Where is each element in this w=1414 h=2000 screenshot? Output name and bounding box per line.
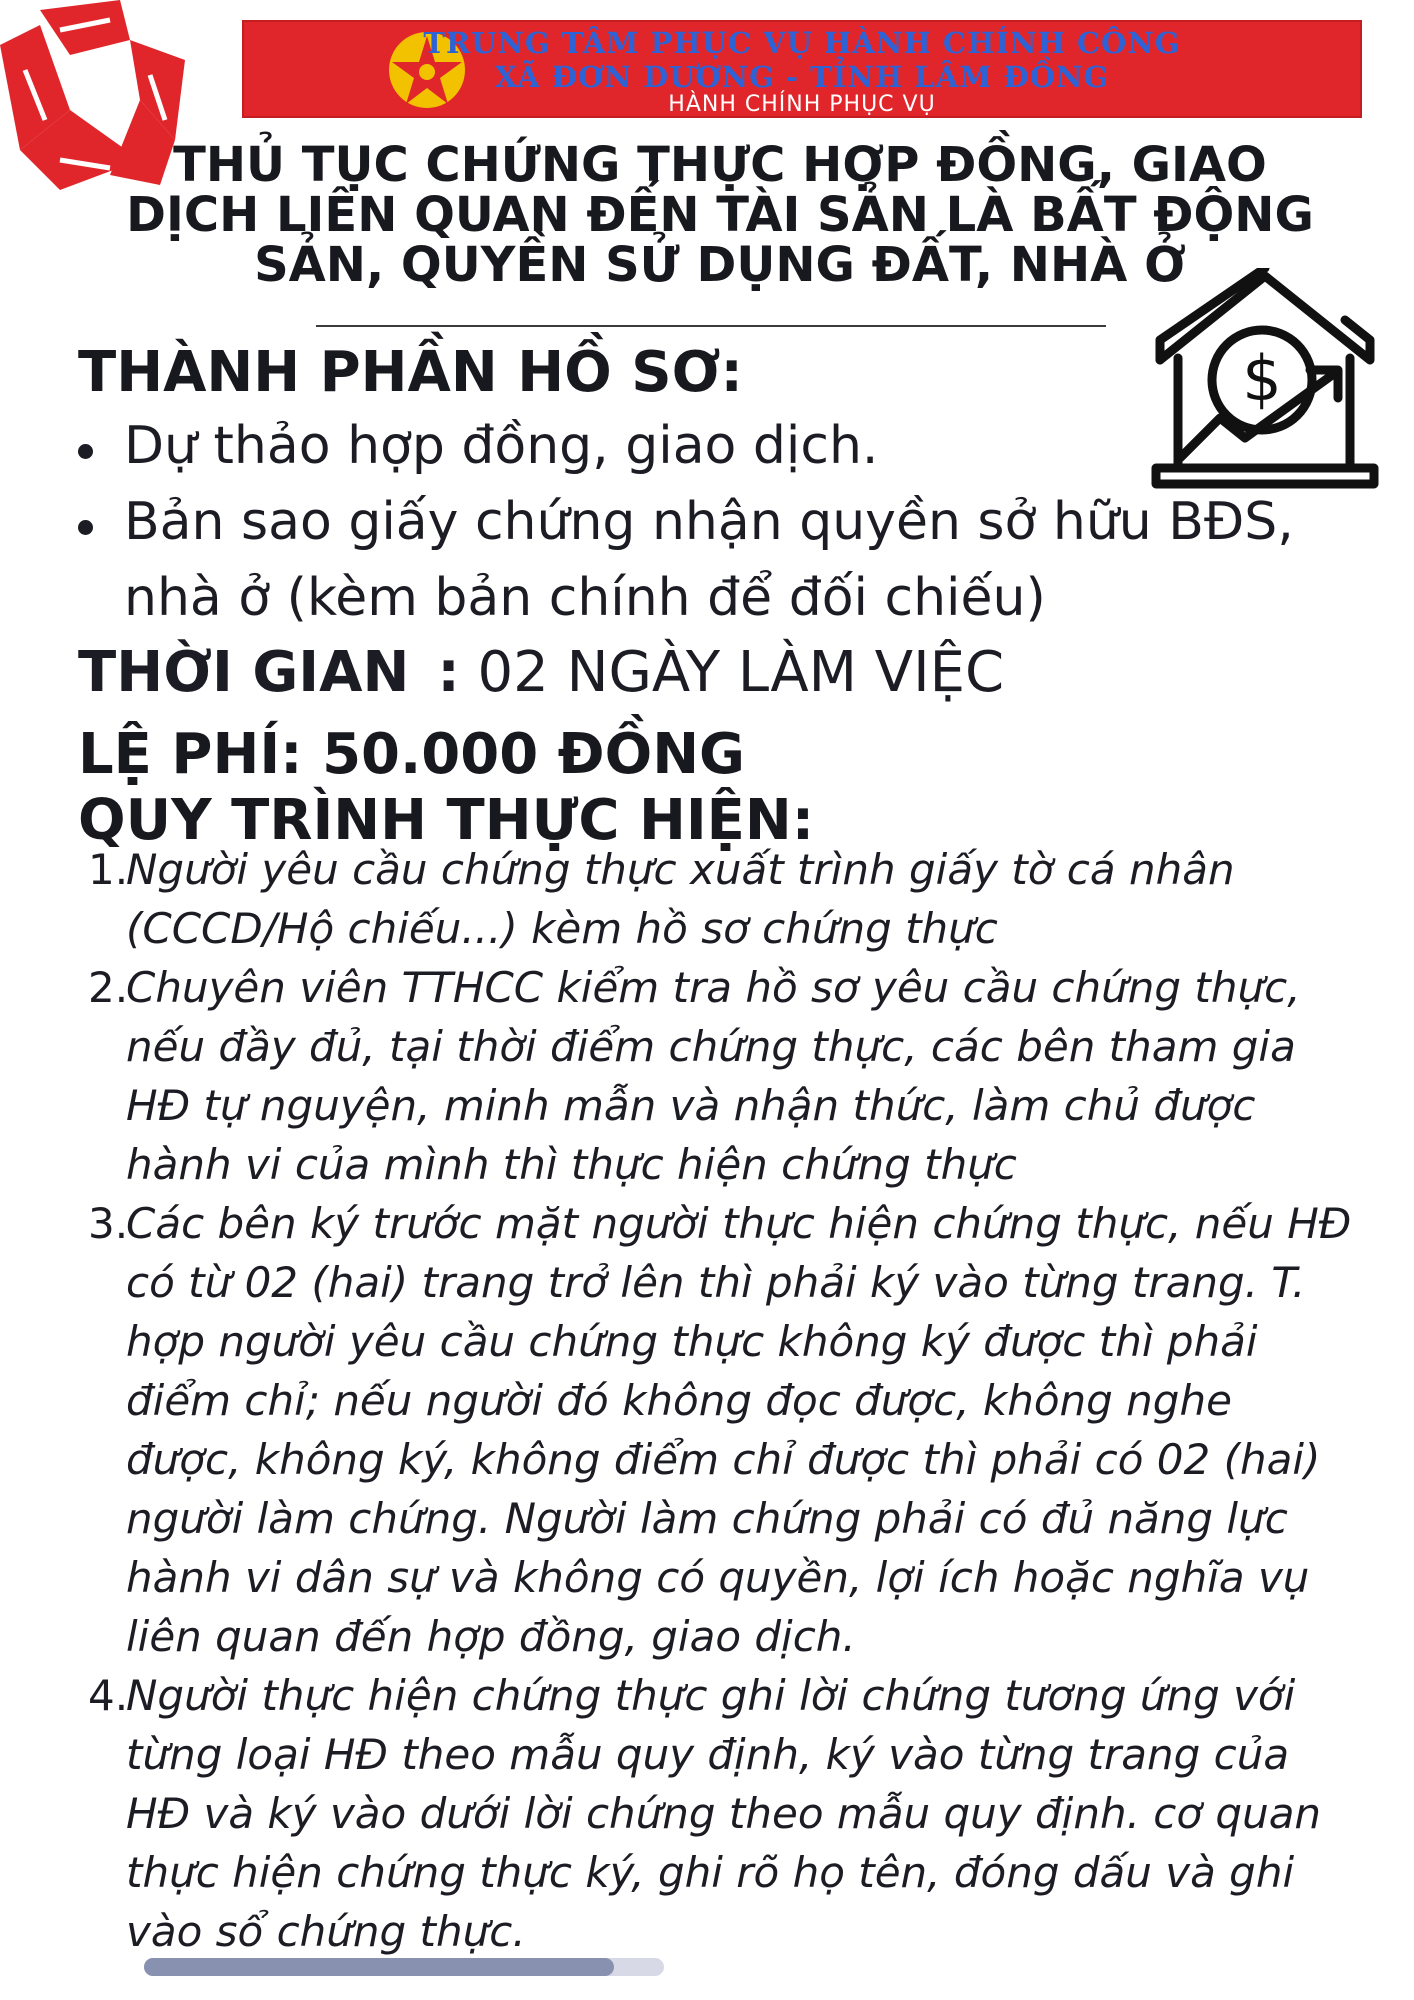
list-item: Bản sao giấy chứng nhận quyền sở hữu BĐS, nhà ở (kèm bản chính để đối chiếu) bbox=[78, 484, 1318, 636]
header-banner bbox=[242, 20, 1362, 118]
banner-title-line1: TRUNG TÂM PHỤC VỤ HÀNH CHÍNH CÔNG bbox=[423, 26, 1181, 60]
documents-list bbox=[78, 408, 1318, 636]
time-value: 02 NGÀY LÀM VIỆC bbox=[477, 640, 1005, 705]
list-item: 1. Người yêu cầu chứng thực xuất trình giấy tờ cá nhân (CCCD/Hộ chiếu...) kèm hồ sơ chứng thực bbox=[88, 845, 1235, 953]
title-divider bbox=[316, 325, 1106, 327]
bullet-icon bbox=[78, 444, 93, 459]
process-heading: QUY TRÌNH THỰC HIỆN: bbox=[78, 788, 815, 853]
page-title: THỦ TỤC CHỨNG THỰC HỢP ĐỒNG, GIAO DỊCH LIÊN QUAN ĐẾN TÀI SẢN LÀ BẤT ĐỘNG SẢN, QUYỀN SỬ DỤNG ĐẤT, NHÀ Ở bbox=[126, 137, 1314, 293]
documents-heading: THÀNH PHẦN HỒ SƠ: bbox=[78, 340, 743, 405]
processing-time bbox=[78, 640, 1004, 705]
fee-line: LỆ PHÍ: 50.000 ĐỒNG bbox=[78, 722, 746, 787]
list-item: 4. Người thực hiện chứng thực ghi lời chứng tương ứng với từng loại HĐ theo mẫu quy định, ký vào từng trang của HĐ và ký vào dưới lời chứng theo mẫu quy định. cơ quan thực hiện chứng thực ký, ghi rõ họ tên, đóng dấu và ghi vào sổ chứng thực. bbox=[88, 1671, 1322, 1956]
banner-title-line2: XÃ ĐƠN DƯƠNG - TỈNH LÂM ĐỒNG bbox=[494, 60, 1110, 94]
list-item: 3. Các bên ký trước mặt người thực hiện chứng thực, nếu HĐ có từ 02 (hai) trang trở lên thì phải ký vào từng trang. T. hợp người yêu cầu chứng thực không ký được thì phải điểm chỉ; nếu người đó không đọc được, không nghe được, không ký, không điểm chỉ được thì phải có 02 (hai) người làm chứng. Người làm chứng phải có đủ năng lực hành vi dân sự và không có quyền, lợi ích hoặc nghĩa vụ liên quan đến hợp đồng, giao dịch. bbox=[88, 1199, 1352, 1661]
list-item: Dự thảo hợp đồng, giao dịch. bbox=[78, 408, 1318, 484]
list-item: 2. Chuyên viên TTHCC kiểm tra hồ sơ yêu cầu chứng thực, nếu đầy đủ, tại thời điểm chứng thực, các bên tham gia HĐ tự nguyện, minh mẫn và nhận thức, làm chủ được hành vi của mình thì thực hiện chứng thực bbox=[88, 963, 1301, 1189]
banner-slogan: HÀNH CHÍNH PHỤC VỤ bbox=[668, 92, 936, 117]
scrollbar-thumb[interactable] bbox=[144, 1958, 614, 1976]
time-label: THỜI GIAN bbox=[78, 640, 410, 705]
process-steps bbox=[88, 840, 1358, 1961]
time-separator: : bbox=[437, 640, 460, 705]
svg-text:$: $ bbox=[1242, 342, 1282, 415]
bullet-icon bbox=[78, 520, 93, 535]
